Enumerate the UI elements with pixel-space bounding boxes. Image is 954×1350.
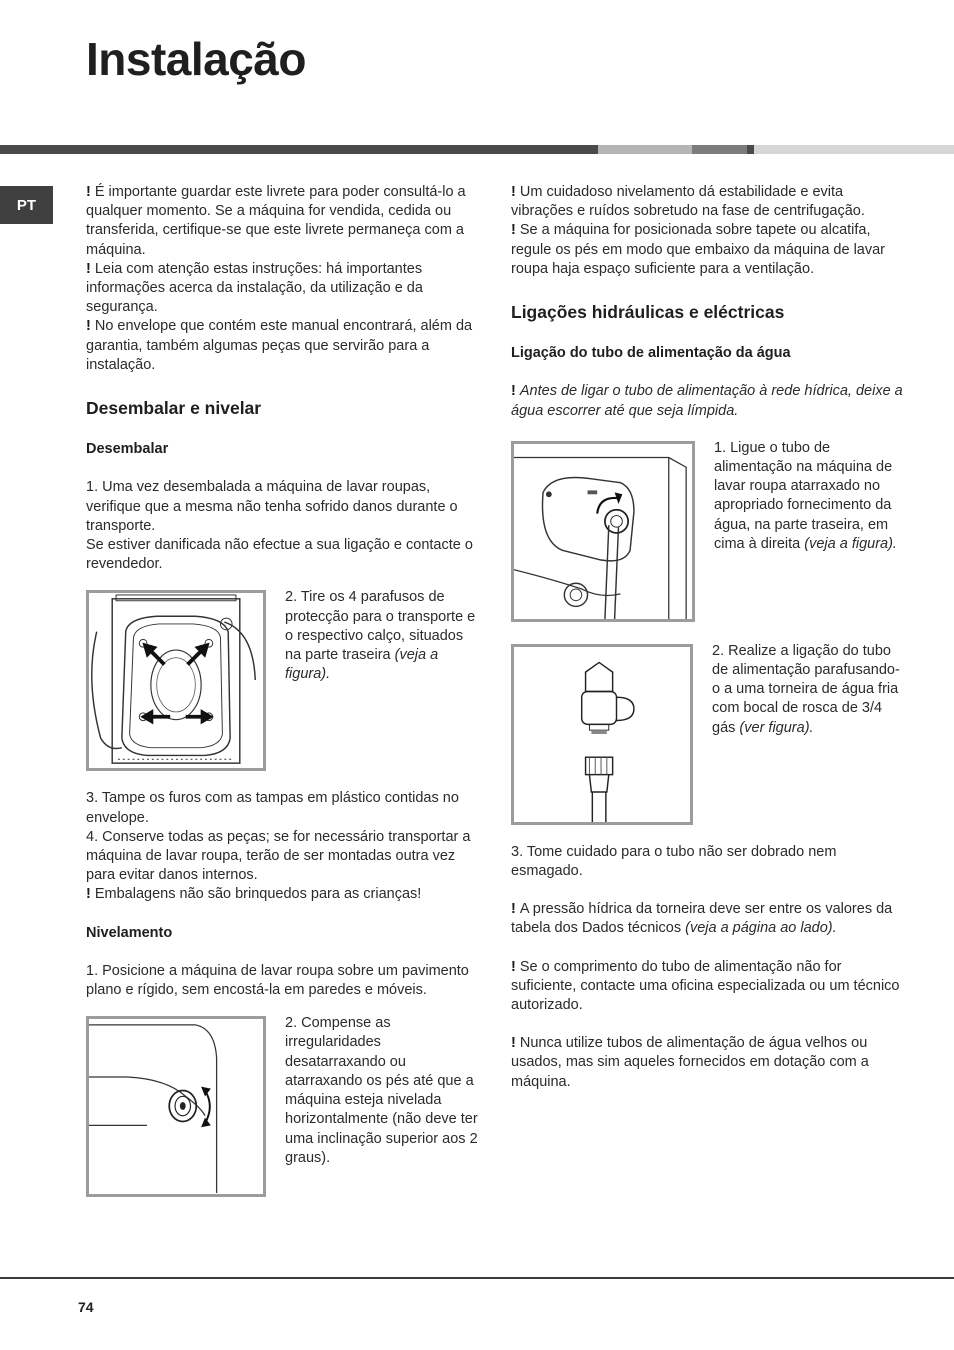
water-note-old-hoses: ! Nunca utilize tubos de alimentação de água velhos ou usados, mas sim aqueles fornecidos em dotação com a máquina. [511, 1035, 869, 1090]
intro-note: ! No envelope que contém este manual encontrará, além da garantia, também algumas peças que servirão para a instalação. [86, 318, 473, 373]
header-rule [0, 145, 598, 154]
left-column [86, 183, 478, 1215]
water-note-pressure: ! A pressão hídrica da torneira deve ser entre os valores da tabela dos Dados técnicos (veja a página ao lado). [511, 901, 893, 937]
unpack-step-2: 2. Tire os 4 parafusos de protecção para o transporte e o respectivo calço, situados na parte traseira (veja a figura). [285, 589, 476, 683]
level-step-1: 1. Posicione a máquina de lavar roupa sobre um pavimento plano e rígido, sem encostá-la em paredes e móveis. [86, 962, 469, 999]
figure-row-inlet [511, 441, 903, 622]
figure-transport-screws [86, 590, 266, 771]
header-rule-segment [598, 145, 692, 154]
water-note-length: ! Se o comprimento do tubo de alimentação não for suficiente, contacte uma oficina especializada ou um técnico autorizado. [511, 958, 900, 1014]
water-step-3: 3. Tome cuidado para o tubo não ser dobrado nem esmagado. [511, 843, 837, 880]
unpack-step-1: 1. Uma vez desembalada a máquina de lavar roupas, verifique que a mesma não tenha sofrido danos durante o transporte. [86, 479, 458, 534]
header-rule-segment [747, 145, 754, 154]
water-step-1: 1. Ligue o tubo de alimentação na máquina de lavar roupa atarraxado no apropriado fornecimento da água, na parte traseira, em cima à direita (veja a figura). [714, 439, 897, 552]
figure-water-inlet [511, 441, 695, 622]
water-step-2: 2. Realize a ligação do tubo de alimentação parafusando-o a uma torneira de água fria com bocal de rosca de 3/4 gás (ver figura). [712, 642, 900, 736]
subheading-leveling: Nivelamento [86, 924, 173, 941]
header-rule-segment [754, 145, 954, 154]
intro-note: ! É importante guardar este livrete para poder consultá-lo a qualquer momento. Se a máquina for vendida, cedida ou transferida, certifique-se que este livrete permaneça com a máquina. [86, 184, 466, 258]
water-warning: ! Antes de ligar o tubo de alimentação à rede hídrica, deixe a água escorrer até que seja límpida. [511, 383, 903, 419]
page-number: 74 [78, 1299, 94, 1315]
section-heading-unpack-level: Desembalar e nivelar [86, 398, 262, 419]
leveling-foot-icon [89, 1019, 263, 1194]
page-title: Instalação [86, 33, 306, 85]
intro-note: ! Leia com atenção estas instruções: há importantes informações acerca da instalação, da utilização e da segurança. [86, 260, 423, 316]
subheading-water-hose: Ligação do tubo de alimentação da água [511, 345, 791, 362]
section-heading-connections: Ligações hidráulicas e eléctricas [511, 302, 785, 323]
figure-row-transport-screws [86, 590, 478, 771]
figure-tap-connection [511, 644, 693, 825]
tap-and-hose-icon [514, 647, 690, 822]
language-tab: PT [0, 186, 53, 224]
water-inlet-icon [514, 444, 692, 619]
unpack-step-4: 4. Conserve todas as peças; se for necessário transportar a máquina de lavar roupa, terão de ser montadas outra vez para evitar danos internos. [86, 828, 471, 884]
unpack-step-1b: Se estiver danificada não efectue a sua ligação e contacte o revendedor. [86, 537, 473, 573]
footer-rule [0, 1277, 954, 1279]
level-step-2: 2. Compense as irregularidades desatarraxando ou atarraxando os pés até que a máquina esteja nivelada horizontalmente (não deve ter uma inclinação superior aos 2 graus). [285, 1015, 478, 1166]
figure-row-tap [511, 644, 903, 825]
header-rule-segment [692, 145, 747, 154]
washing-machine-back-icon [89, 593, 263, 768]
leveling-note: ! Um cuidadoso nivelamento dá estabilidade e evita vibrações e ruídos sobretudo na fase de centrifugação. [511, 184, 865, 220]
packaging-warning: ! Embalagens não são brinquedos para as crianças! [86, 886, 422, 903]
figure-leveling-foot [86, 1016, 266, 1197]
subheading-unpack: Desembalar [86, 441, 169, 458]
right-column [511, 183, 903, 1092]
unpack-step-3: 3. Tampe os furos com as tampas em plástico contidas no envelope. [86, 790, 459, 826]
leveling-note: ! Se a máquina for posicionada sobre tapete ou alcatifa, regule os pés em modo que embaixo da máquina de lavar roupa haja espaço suficiente para a ventilação. [511, 222, 886, 277]
figure-row-leveling [86, 1016, 478, 1197]
